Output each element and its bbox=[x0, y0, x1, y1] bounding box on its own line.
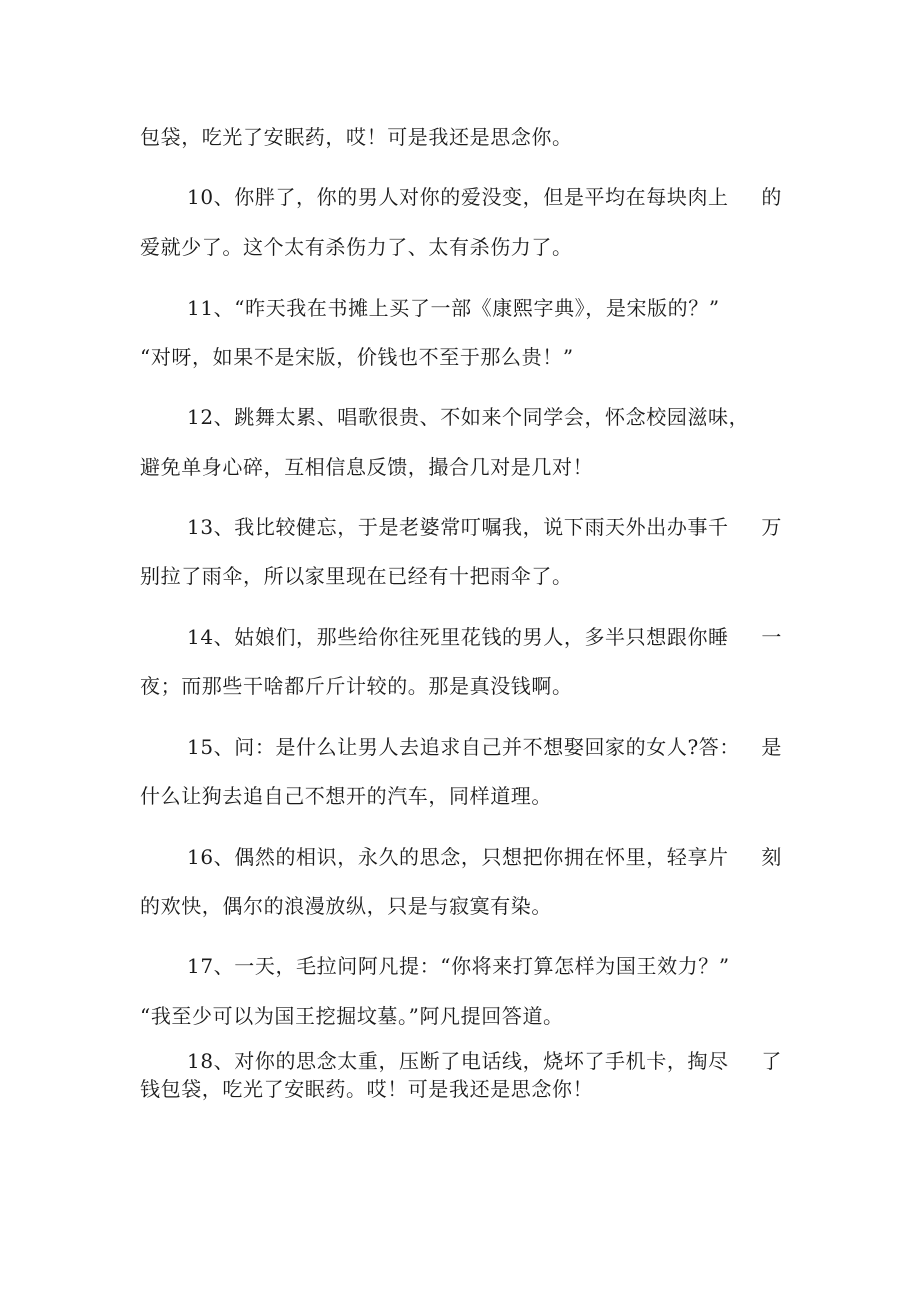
text-line: 什么让狗去追自己不想开的汽车，同样道理。 bbox=[140, 784, 552, 808]
text-line: 避免单身心碎，互相信息反馈，撮合几对是几对！ bbox=[140, 455, 594, 479]
text-line: 包袋，吃光了安眠药，哎！可是我还是思念你。 bbox=[140, 125, 573, 149]
text-segment: 一 bbox=[761, 625, 782, 649]
text-line: 爱就少了。这个太有杀伤力了、太有杀伤力了。 bbox=[140, 235, 573, 259]
text-segment: 万 bbox=[761, 515, 782, 539]
text-segment: 13、我比较健忘，于是老婆常叮嘱我，说下雨天外出办事千 bbox=[187, 515, 729, 539]
text-line bbox=[187, 185, 782, 209]
text-line bbox=[187, 735, 782, 759]
text-segment: 15、问：是什么让男人去追求自己并不想娶回家的女人?答： bbox=[187, 735, 740, 759]
text-segment: 14、姑娘们，那些给你往死里花钱的男人，多半只想跟你睡 bbox=[187, 625, 729, 649]
text-line bbox=[187, 625, 782, 649]
text-segment: 的 bbox=[761, 185, 782, 209]
text-line: 夜；而那些干啥都斤斤计较的。那是真没钱啊。 bbox=[140, 674, 573, 698]
text-line: “我至少可以为国王挖掘坟墓。”阿凡提回答道。 bbox=[140, 1004, 564, 1028]
text-segment: 18、对你的思念太重，压断了电话线，烧坏了手机卡，掏尽 bbox=[187, 1049, 729, 1073]
text-line bbox=[187, 1049, 782, 1073]
text-line: “对呀，如果不是宋版，价钱也不至于那么贵！” bbox=[140, 345, 574, 369]
text-line: 12、跳舞太累、唱歌很贵、不如来个同学会，怀念校园滋味， bbox=[187, 405, 750, 429]
text-line: 钱包袋，吃光了安眠药。哎！可是我还是思念你！ bbox=[140, 1077, 594, 1101]
text-line: 17、一天，毛拉问阿凡提：“你将来打算怎样为国王效力？” bbox=[187, 954, 730, 978]
text-segment: 16、偶然的相识，永久的思念，只想把你拥在怀里，轻享片 bbox=[187, 845, 729, 869]
text-line: 的欢快，偶尔的浪漫放纵，只是与寂寞有染。 bbox=[140, 894, 552, 918]
text-segment: 10、你胖了，你的男人对你的爱没变，但是平均在每块肉上 bbox=[187, 185, 729, 209]
text-line bbox=[187, 845, 782, 869]
text-segment: 刻 bbox=[761, 845, 782, 869]
text-line bbox=[187, 515, 782, 539]
text-segment: 是 bbox=[761, 735, 782, 759]
text-line: 11、“昨天我在书摊上买了一部《康熙字典》，是宋版的？” bbox=[187, 296, 720, 320]
text-line: 别拉了雨伞，所以家里现在已经有十把雨伞了。 bbox=[140, 564, 573, 588]
text-segment: 了 bbox=[761, 1049, 782, 1073]
